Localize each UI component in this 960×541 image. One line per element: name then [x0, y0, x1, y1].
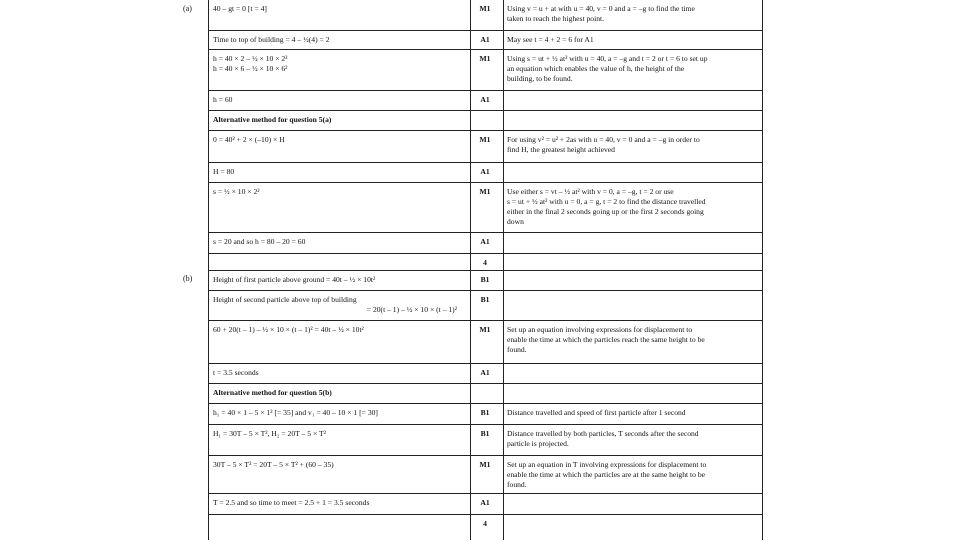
working-line: Alternative method for question 5(a)	[213, 115, 332, 124]
guidance-line: Use either s = vt – ½ at² with v = 0, a = –g, t = 2 or use	[507, 187, 674, 196]
guidance-cell	[507, 325, 755, 355]
table-row	[208, 403, 762, 425]
working-line: H₁ = 30T – 5 × T², H₂ = 20T – 5 × T²	[213, 429, 326, 438]
table-row	[208, 493, 762, 515]
guidance-line: particle is projected.	[507, 439, 569, 448]
table-row	[208, 253, 762, 271]
guidance-cell	[507, 54, 755, 84]
working-line: 30T – 5 × T² = 20T – 5 × T² + (60 – 35)	[213, 460, 334, 469]
mark-cell: M1	[479, 460, 491, 469]
mark-cell: M1	[479, 54, 491, 63]
working-cell	[213, 35, 461, 45]
guidance-line: Set up an equation involving expressions for displacement to	[507, 325, 693, 334]
part-a-label: (a)	[183, 4, 192, 13]
table-row	[208, 110, 762, 131]
table-row	[208, 270, 762, 291]
table-row	[208, 320, 762, 364]
mark-cell: A1	[480, 237, 490, 246]
guidance-cell	[507, 408, 755, 418]
working-cell	[213, 4, 461, 14]
working-cell	[213, 275, 461, 285]
guidance-line: Set up an equation in T involving expressions for displacement to	[507, 460, 707, 469]
guidance-line: Distance travelled and speed of first particle after 1 second	[507, 408, 686, 417]
guidance-line: down	[507, 217, 524, 226]
guidance-cell	[507, 35, 755, 45]
working-cell	[213, 408, 461, 418]
guidance-line: found.	[507, 480, 527, 489]
working-line: h = 40 × 2 – ½ × 10 × 2²	[213, 54, 288, 63]
working-line: t = 3.5 seconds	[213, 368, 259, 377]
working-line: 60 + 20(t – 1) – ½ × 10 × (t – 1)² = 40t – ½ × 10t²	[213, 325, 364, 334]
guidance-line: either in the final 2 seconds going up or the first 2 seconds going	[507, 207, 704, 216]
working-cell	[213, 498, 461, 508]
guidance-line: May see t = 4 + 2 = 6 for A1	[507, 35, 594, 44]
mark-cell: M1	[479, 135, 491, 144]
working-cell	[213, 368, 461, 378]
working-cell	[213, 325, 461, 335]
working-line: h = 60	[213, 95, 233, 104]
working-line: Height of first particle above ground = 40t – ½ × 10t²	[213, 275, 376, 284]
guidance-line: Distance travelled by both particles, T seconds after the second	[507, 429, 699, 438]
guidance-cell	[507, 4, 755, 24]
mark-cell: A1	[480, 167, 490, 176]
guidance-line: For using v² = u² + 2as with u = 40, v = 0 and a = –g in order to	[507, 135, 700, 144]
guidance-line: building, to be found.	[507, 74, 573, 83]
table-row	[208, 290, 762, 321]
table-row	[208, 182, 762, 233]
working-cell	[213, 237, 461, 247]
table-row	[208, 162, 762, 183]
mark-cell: 4	[483, 519, 487, 528]
table-row	[208, 455, 762, 494]
table-row	[208, 363, 762, 384]
table-row	[208, 0, 762, 30]
table-row	[208, 383, 762, 404]
working-cell	[213, 167, 461, 177]
guidance-cell	[507, 135, 755, 155]
working-cell	[213, 135, 461, 145]
mark-cell: A1	[480, 498, 490, 507]
working-line: Alternative method for question 5(b)	[213, 388, 332, 397]
table-row	[208, 232, 762, 254]
working-cell	[213, 429, 461, 439]
working-line: = 20(t – 1) – ½ × 10 × (t – 1)²	[366, 305, 457, 314]
mark-cell: A1	[480, 368, 490, 377]
working-line: Time to top of building = 4 – ½(4) = 2	[213, 35, 330, 44]
mark-cell: B1	[480, 275, 490, 284]
guidance-cell	[507, 460, 755, 490]
working-line: s = ½ × 10 × 2²	[213, 187, 260, 196]
working-cell	[213, 295, 461, 315]
guidance-line: enable the time at which the particles are at the same height to be	[507, 470, 705, 479]
mark-cell: M1	[479, 4, 491, 13]
working-line: H = 80	[213, 167, 235, 176]
working-cell	[213, 54, 461, 74]
working-line: h = 40 × 6 – ½ × 10 × 6²	[213, 64, 288, 73]
guidance-cell	[507, 429, 755, 449]
mark-cell: B1	[480, 295, 490, 304]
mark-cell: B1	[480, 429, 490, 438]
table-row	[208, 30, 762, 50]
mark-cell: A1	[480, 35, 490, 44]
guidance-line: Using v = u + at with u = 40, v = 0 and a = –g to find the time	[507, 4, 695, 13]
working-cell	[213, 115, 461, 125]
guidance-line: find H, the greatest height achieved	[507, 145, 615, 154]
guidance-line: an equation which enables the value of h, the height of the	[507, 64, 685, 73]
working-line: s = 20 and so h = 80 – 20 = 60	[213, 237, 306, 246]
table-row	[208, 424, 762, 456]
guidance-line: enable the time at which the particles reach the same height to be	[507, 335, 705, 344]
part-b-label: (b)	[183, 274, 193, 283]
working-line: T = 2.5 and so time to meet = 2.5 + 1 = 3.5 seconds	[213, 498, 370, 507]
guidance-line: Using s = ut + ½ at² with u = 40, a = –g and t = 2 or t = 6 to set up	[507, 54, 708, 63]
working-line: 40 – gt = 0 [t = 4]	[213, 4, 267, 13]
working-cell	[213, 187, 461, 197]
table-row	[208, 514, 762, 541]
mark-cell: M1	[479, 187, 491, 196]
working-line: h₁ = 40 × 1 – 5 × 1² [= 35] and v₁ = 40 – 10 × 1 [= 30]	[213, 408, 378, 417]
working-line: Height of second particle above top of building	[213, 295, 357, 304]
mark-cell: A1	[480, 95, 490, 104]
table-row	[208, 130, 762, 163]
working-cell	[213, 95, 461, 105]
guidance-line: s = ut + ½ at² with u = 0, a = g, t = 2 to find the distance travelled	[507, 197, 706, 206]
table-row	[208, 90, 762, 111]
working-cell	[213, 388, 461, 398]
working-line: 0 = 40² + 2 × (–10) × H	[213, 135, 285, 144]
mark-cell: M1	[479, 325, 491, 334]
column-divider	[762, 0, 763, 540]
table-row	[208, 49, 762, 91]
guidance-line: taken to reach the highest point.	[507, 14, 605, 23]
guidance-line: found.	[507, 345, 527, 354]
mark-cell: 4	[483, 258, 487, 267]
guidance-cell	[507, 187, 755, 227]
working-cell	[213, 460, 461, 470]
mark-cell: B1	[480, 408, 490, 417]
